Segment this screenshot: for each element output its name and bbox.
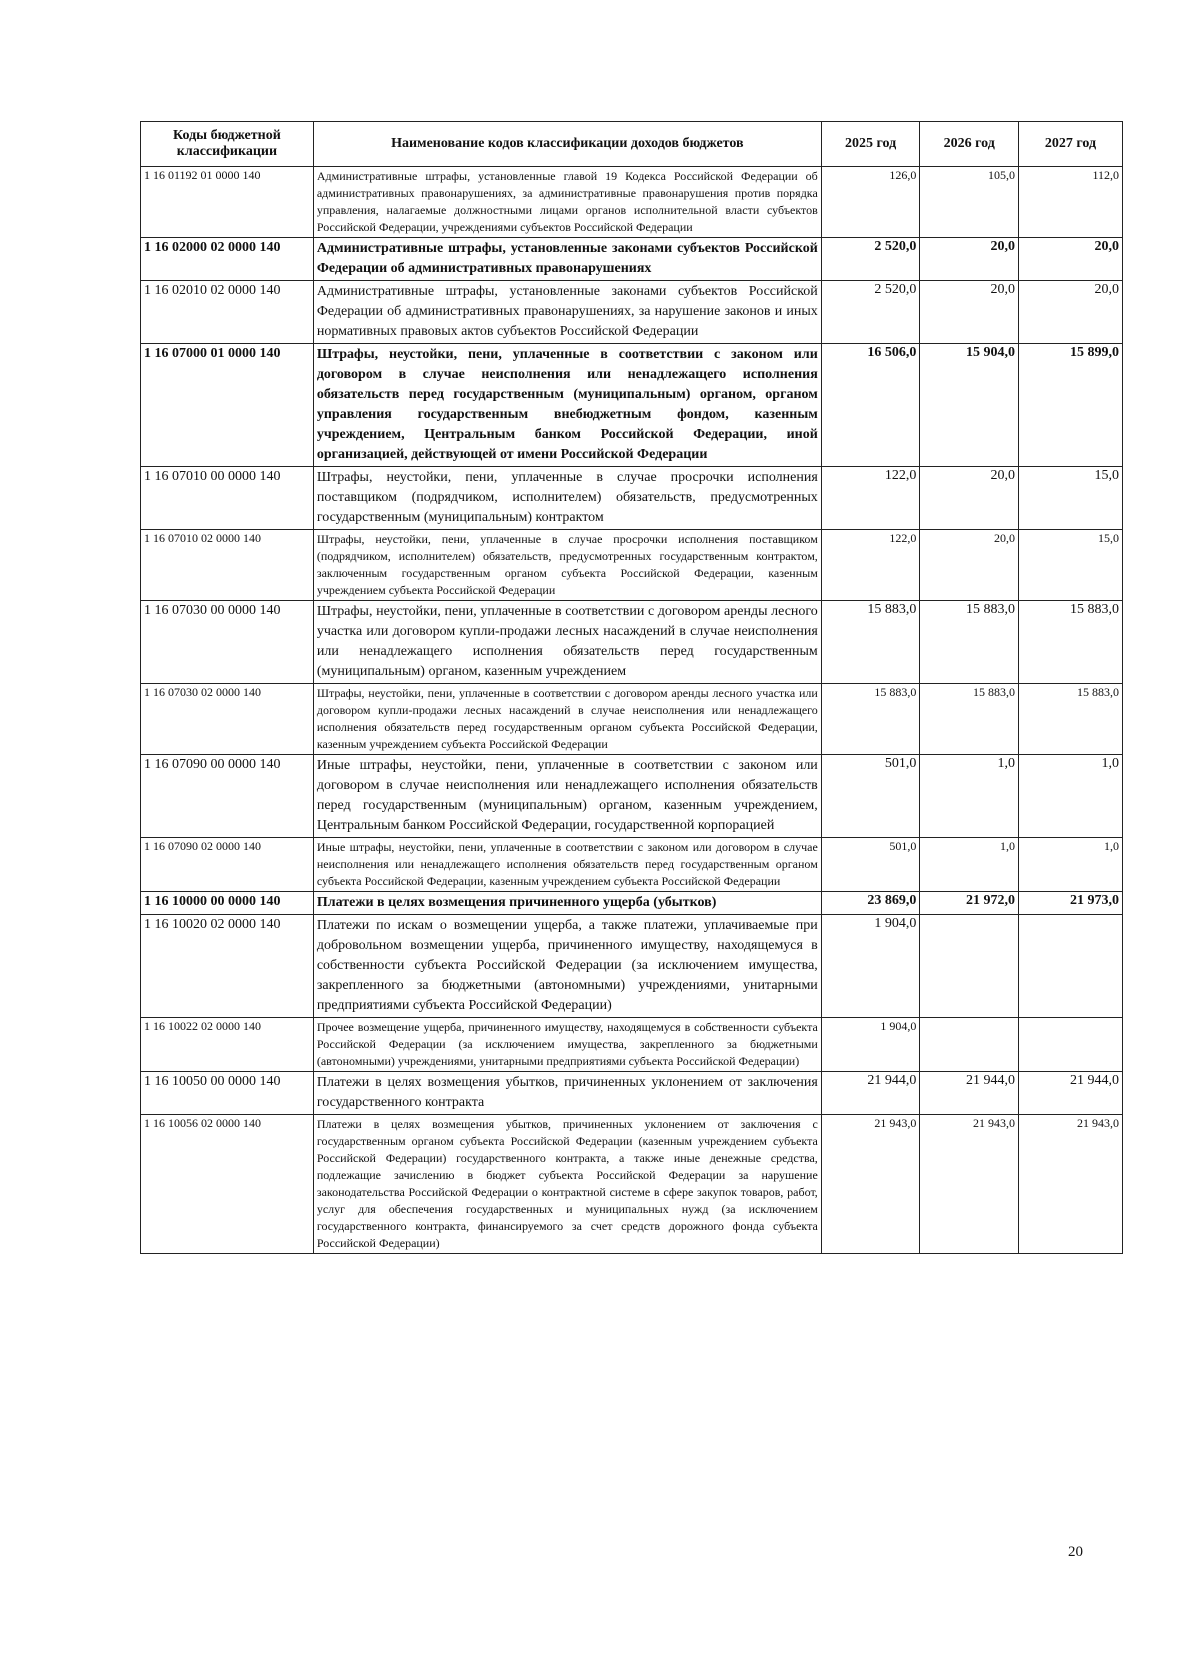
row-name: Административные штрафы, установленные главой 19 Кодекса Российской Федерации об административных правонарушениях, за административные правонарушения против порядка управления, налагаемые должностными лицами органов исполнительной власти субъектов Российской Федерации, учреждениями субъектов Российской Федерации (313, 167, 821, 238)
table-row (141, 530, 1123, 601)
row-value-2026 (920, 1018, 1019, 1072)
row-code: 1 16 10000 00 0000 140 (141, 892, 314, 915)
table-row (141, 467, 1123, 530)
row-value-2025: 21 943,0 (821, 1115, 920, 1254)
row-value-2027: 15 899,0 (1019, 344, 1123, 467)
row-name: Административные штрафы, установленные законами субъектов Российской Федерации об административных правонарушениях, за нарушение законов и иных нормативных правовых актов субъектов Российской Федерации (313, 281, 821, 344)
row-code: 1 16 07090 02 0000 140 (141, 838, 314, 892)
row-value-2025: 501,0 (821, 838, 920, 892)
table-row (141, 755, 1123, 838)
row-value-2026: 20,0 (920, 238, 1019, 281)
row-value-2027: 21 944,0 (1019, 1072, 1123, 1115)
row-value-2027: 15 883,0 (1019, 601, 1123, 684)
row-value-2027 (1019, 915, 1123, 1018)
header-name: Наименование кодов классификации доходов бюджетов (313, 122, 821, 167)
row-value-2027: 21 943,0 (1019, 1115, 1123, 1254)
page-number: 20 (1068, 1544, 1083, 1560)
row-code: 1 16 07000 01 0000 140 (141, 344, 314, 467)
row-value-2026: 1,0 (920, 838, 1019, 892)
row-value-2027: 112,0 (1019, 167, 1123, 238)
row-value-2027: 21 973,0 (1019, 892, 1123, 915)
row-code: 1 16 07030 02 0000 140 (141, 684, 314, 755)
row-value-2025: 2 520,0 (821, 281, 920, 344)
row-code: 1 16 07010 02 0000 140 (141, 530, 314, 601)
row-value-2025: 1 904,0 (821, 915, 920, 1018)
row-value-2027: 15,0 (1019, 530, 1123, 601)
row-value-2027: 1,0 (1019, 838, 1123, 892)
row-name: Иные штрафы, неустойки, пени, уплаченные в соответствии с законом или договором в случае неисполнения или ненадлежащего исполнения обязательств перед государственным (муниципальным) органом, казенным учреждением, Центральным банком Российской Федерации, государственной корпорацией (313, 755, 821, 838)
row-code: 1 16 10022 02 0000 140 (141, 1018, 314, 1072)
row-name: Платежи в целях возмещения причиненного ущерба (убытков) (313, 892, 821, 915)
row-value-2025: 1 904,0 (821, 1018, 920, 1072)
table-row (141, 601, 1123, 684)
row-value-2025: 126,0 (821, 167, 920, 238)
budget-classification-table (140, 121, 1123, 1254)
row-value-2026: 105,0 (920, 167, 1019, 238)
row-value-2027: 15,0 (1019, 467, 1123, 530)
row-value-2026: 21 944,0 (920, 1072, 1019, 1115)
row-code: 1 16 02010 02 0000 140 (141, 281, 314, 344)
row-value-2026: 15 883,0 (920, 601, 1019, 684)
table-header-row (141, 122, 1123, 167)
row-code: 1 16 01192 01 0000 140 (141, 167, 314, 238)
row-value-2026: 20,0 (920, 530, 1019, 601)
row-value-2027: 20,0 (1019, 281, 1123, 344)
header-code: Коды бюджетной классификации (141, 122, 314, 167)
row-name: Платежи в целях возмещения убытков, причиненных уклонением от заключения с государственным органом субъекта Российской Федерации (казенным учреждением субъекта Российской Федерации) государственного контракта, а также иные денежные средства, подлежащие зачислению в бюджет субъекта Российской Федерации за нарушение законодательства Российской Федерации о контрактной системе в сфере закупок товаров, работ, услуг для обеспечения государственных и муниципальных нужд (за исключением государственного контракта, финансируемого за счет средств дорожного фонда субъекта Российской Федерации) (313, 1115, 821, 1254)
row-value-2026: 15 904,0 (920, 344, 1019, 467)
table-row (141, 238, 1123, 281)
row-name: Прочее возмещение ущерба, причиненного имуществу, находящемуся в собственности субъекта Российской Федерации (за исключением имущества, закрепленного за бюджетными (автономными) учреждениями, унитарными предприятиями субъекта Российской Федерации) (313, 1018, 821, 1072)
table-row (141, 344, 1123, 467)
row-value-2026: 20,0 (920, 281, 1019, 344)
table-row (141, 892, 1123, 915)
header-year-2025: 2025 год (821, 122, 920, 167)
row-value-2025: 501,0 (821, 755, 920, 838)
row-value-2025: 122,0 (821, 530, 920, 601)
row-code: 1 16 02000 02 0000 140 (141, 238, 314, 281)
row-value-2027 (1019, 1018, 1123, 1072)
row-name: Штрафы, неустойки, пени, уплаченные в случае просрочки исполнения поставщиком (подрядчиком, исполнителем) обязательств, предусмотренных государственным (муниципальным) контрактом (313, 467, 821, 530)
table-row (141, 1115, 1123, 1254)
row-value-2026: 15 883,0 (920, 684, 1019, 755)
header-year-2026: 2026 год (920, 122, 1019, 167)
table-row (141, 281, 1123, 344)
header-year-2027: 2027 год (1019, 122, 1123, 167)
row-value-2026: 21 943,0 (920, 1115, 1019, 1254)
row-code: 1 16 07010 00 0000 140 (141, 467, 314, 530)
row-value-2025: 21 944,0 (821, 1072, 920, 1115)
row-name: Штрафы, неустойки, пени, уплаченные в соответствии с договором аренды лесного участка или договором купли-продажи лесных насаждений в случае неисполнения или ненадлежащего исполнения обязательств перед государственным органом субъекта Российской Федерации, казенным учреждением субъекта Российской Федерации (313, 684, 821, 755)
row-code: 1 16 10020 02 0000 140 (141, 915, 314, 1018)
row-value-2026: 21 972,0 (920, 892, 1019, 915)
row-name: Иные штрафы, неустойки, пени, уплаченные в соответствии с законом или договором в случае неисполнения или ненадлежащего исполнения обязательств перед государственным органом субъекта Российской Федерации, казенным учреждением субъекта Российской Федерации (313, 838, 821, 892)
row-name: Административные штрафы, установленные законами субъектов Российской Федерации об административных правонарушениях (313, 238, 821, 281)
row-code: 1 16 07090 00 0000 140 (141, 755, 314, 838)
row-value-2025: 15 883,0 (821, 601, 920, 684)
row-value-2025: 15 883,0 (821, 684, 920, 755)
row-value-2026 (920, 915, 1019, 1018)
row-code: 1 16 07030 00 0000 140 (141, 601, 314, 684)
row-value-2026: 1,0 (920, 755, 1019, 838)
row-value-2027: 1,0 (1019, 755, 1123, 838)
row-value-2027: 20,0 (1019, 238, 1123, 281)
row-value-2025: 16 506,0 (821, 344, 920, 467)
row-value-2027: 15 883,0 (1019, 684, 1123, 755)
table-row (141, 838, 1123, 892)
row-code: 1 16 10056 02 0000 140 (141, 1115, 314, 1254)
row-name: Платежи в целях возмещения убытков, причиненных уклонением от заключения государственного контракта (313, 1072, 821, 1115)
row-name: Штрафы, неустойки, пени, уплаченные в соответствии с договором аренды лесного участка или договором купли-продажи лесных насаждений в случае неисполнения или ненадлежащего исполнения обязательств перед государственным (муниципальным) органом, казенным учреждением (313, 601, 821, 684)
table-row (141, 915, 1123, 1018)
row-name: Штрафы, неустойки, пени, уплаченные в случае просрочки исполнения поставщиком (подрядчиком, исполнителем) обязательств, предусмотренных государственным контрактом, заключенным государственным органом субъекта Российской Федерации, казенным учреждением субъекта Российской Федерации (313, 530, 821, 601)
table-row (141, 167, 1123, 238)
table-row (141, 1018, 1123, 1072)
row-value-2025: 23 869,0 (821, 892, 920, 915)
table-row (141, 684, 1123, 755)
row-name: Платежи по искам о возмещении ущерба, а также платежи, уплачиваемые при добровольном возмещении ущерба, причиненного имуществу, находящемуся в собственности субъекта Российской Федерации (за исключением имущества, закрепленного за бюджетными (автономными) учреждениями, унитарными предприятиями субъекта Российской Федерации) (313, 915, 821, 1018)
table-row (141, 1072, 1123, 1115)
row-value-2026: 20,0 (920, 467, 1019, 530)
row-value-2025: 122,0 (821, 467, 920, 530)
row-value-2025: 2 520,0 (821, 238, 920, 281)
row-name: Штрафы, неустойки, пени, уплаченные в соответствии с законом или договором в случае неисполнения или ненадлежащего исполнения обязательств перед государственным (муниципальным) органом, органом управления государственным внебюджетным фондом, казенным учреждением, Центральным банком Российской Федерации, иной организацией, действующей от имени Российской Федерации (313, 344, 821, 467)
row-code: 1 16 10050 00 0000 140 (141, 1072, 314, 1115)
